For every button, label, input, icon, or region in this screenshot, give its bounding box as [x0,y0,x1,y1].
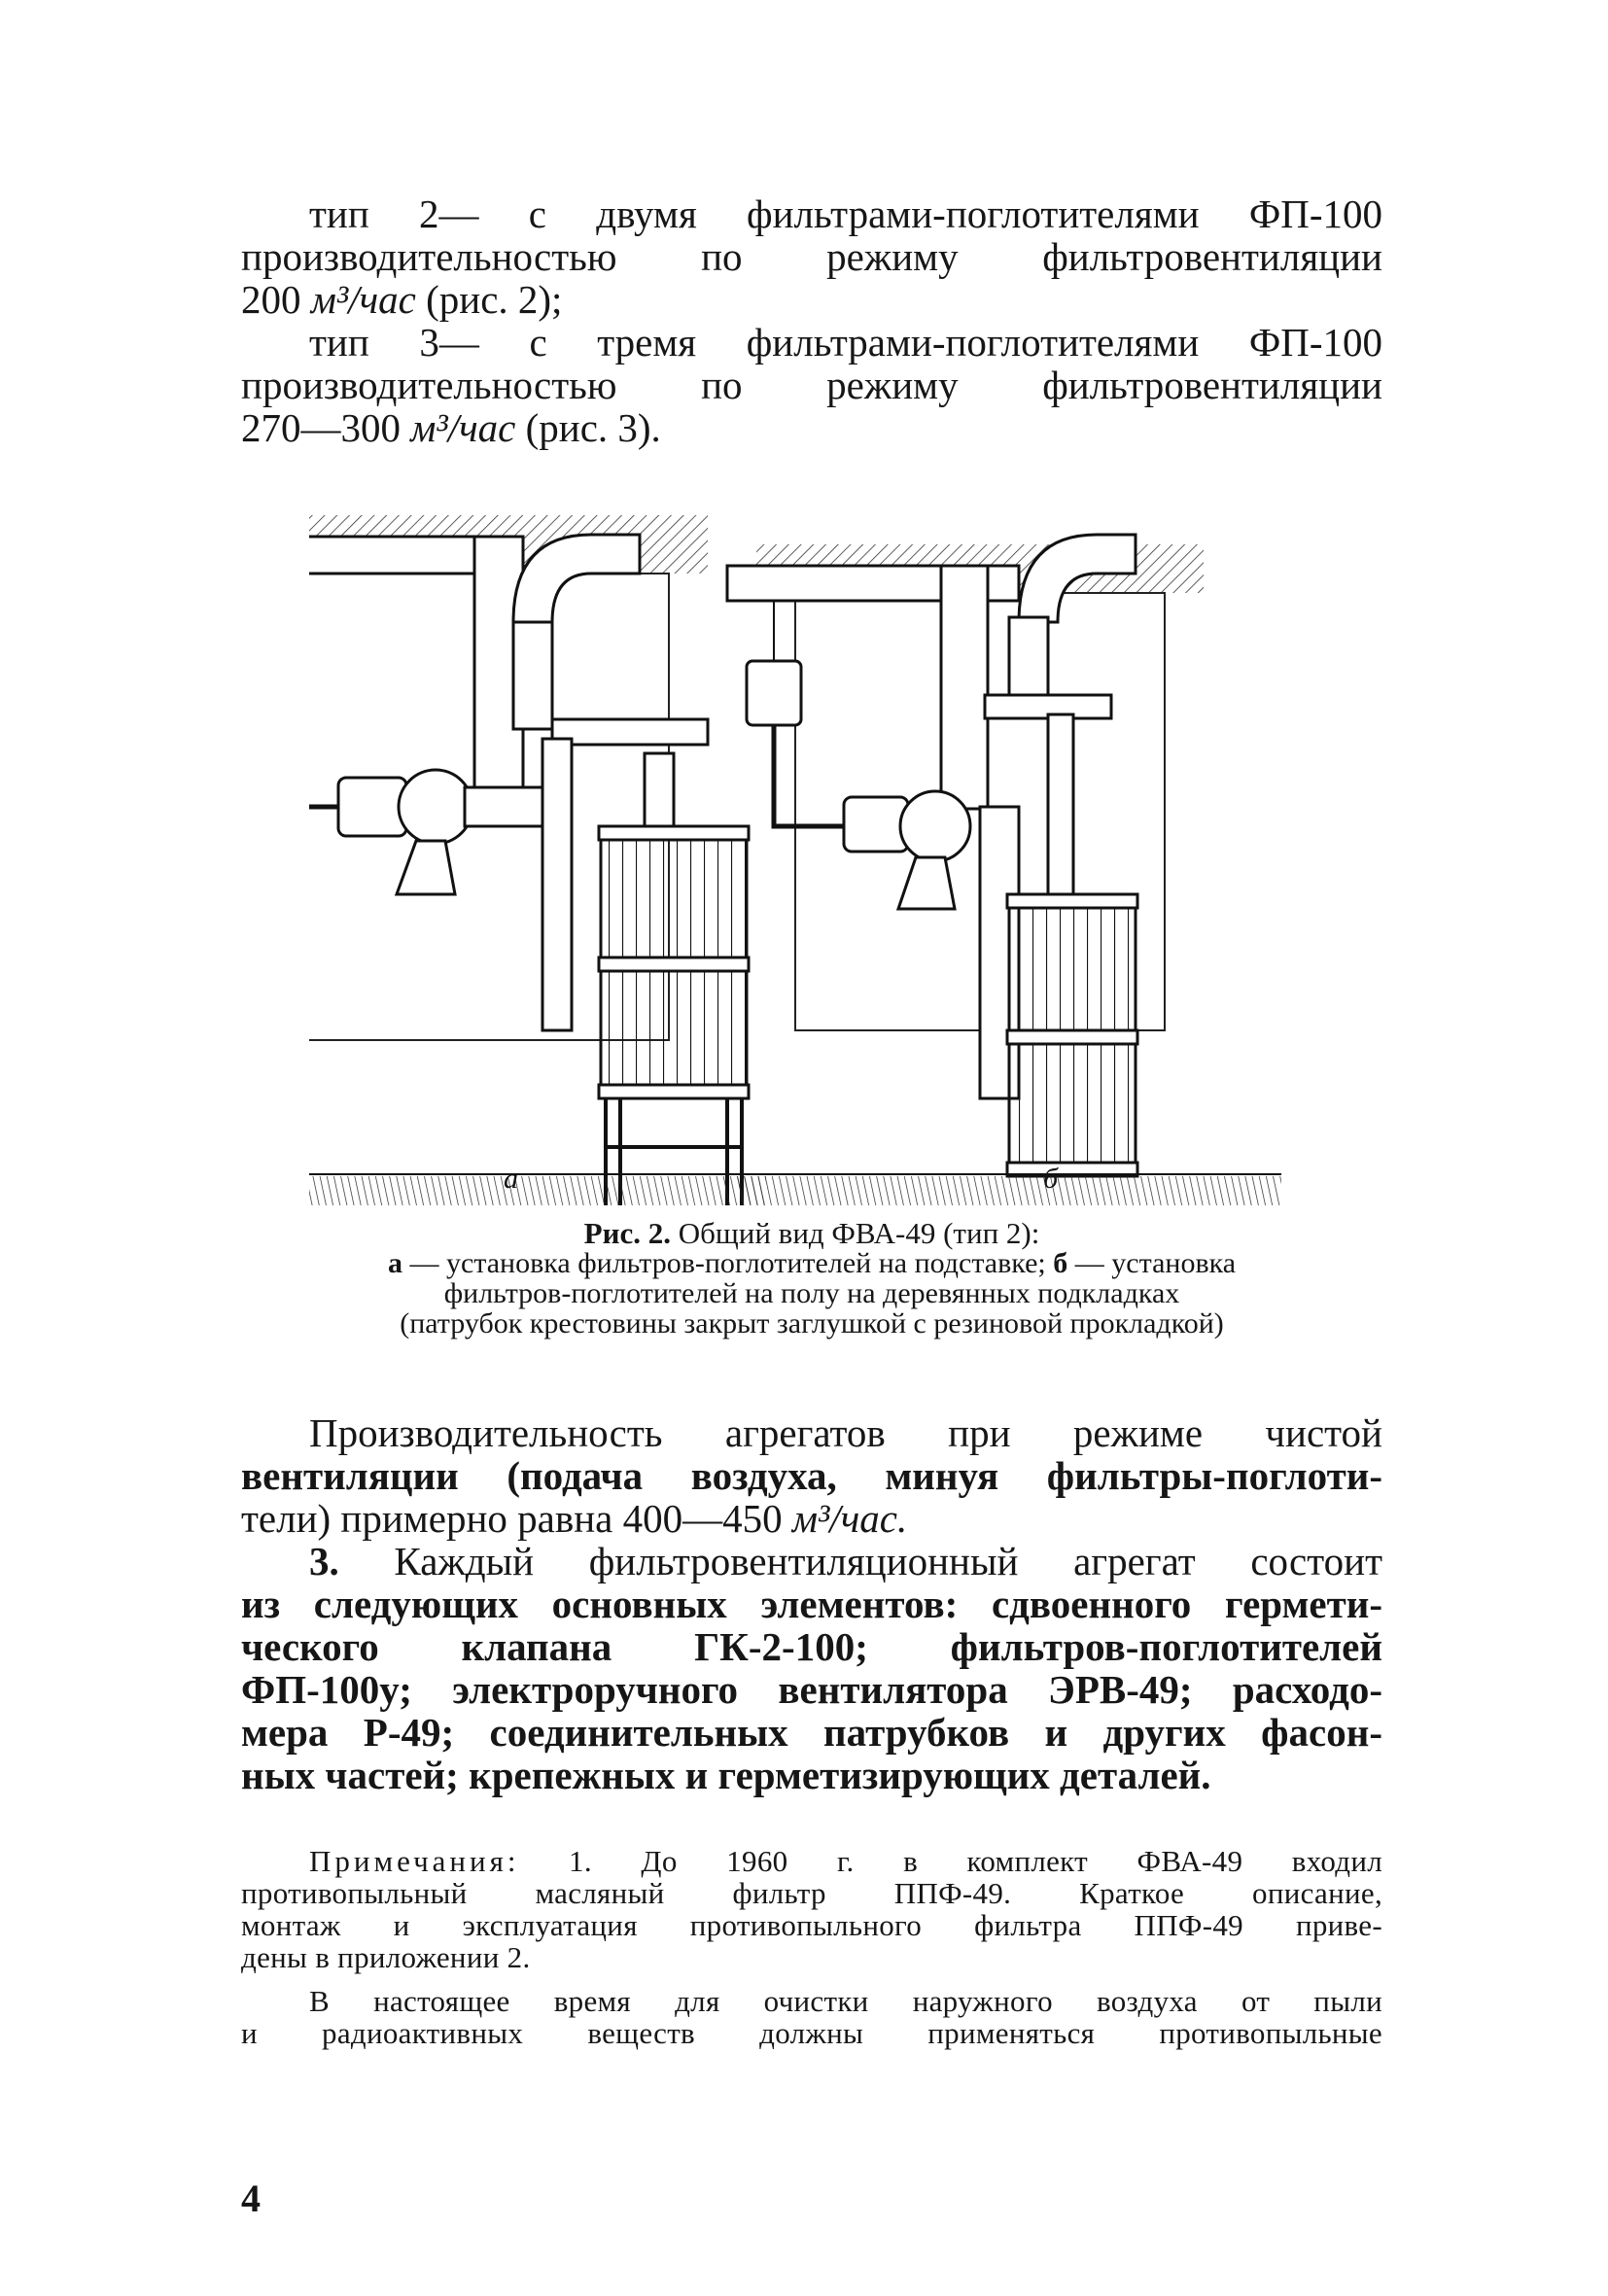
caption-title-prefix: Рис. 2. [583,1216,671,1250]
top-text [241,192,1382,449]
drawing-a [309,515,749,1205]
notes-line4: дены в приложении 2. [241,1940,531,1974]
notes-line1-text: 1. До 1960 г. в комплект ФВА-49 входил [519,1844,1382,1878]
caption-line2: фильтров-поглотителей на полу на деревянных подкладках [443,1277,1180,1309]
figure-drawing [309,505,1388,1205]
figure-label-a: а [504,1163,518,1195]
notes [241,1845,1382,2049]
filter-neck-a [645,753,674,826]
para1-line3 [241,1497,1382,1540]
notes-line2: противопыльный масляный фильтр ППФ-49. Краткое описание, [241,1876,1382,1910]
figure-label-b: б [1043,1163,1059,1195]
caption-line3: (патрубок крестовины закрыт заглушкой с резиновой прокладкой) [400,1307,1224,1339]
para1-unit: м³/час. [791,1496,908,1541]
page-number: 4 [241,2176,261,2220]
notes-line1 [241,1845,1382,1877]
para1-line2: вентиляции (подача воздуха, минуя фильтры-поглоти- [241,1453,1382,1498]
type2-unit: м³/час [310,277,416,322]
cross-pipe-a [552,719,708,745]
para2-line6: ных частей; крепежных и герметизирующих деталей. [241,1753,1211,1797]
para2-line1-text: Каждый фильтровентиляционный агрегат состоит [338,1539,1382,1583]
caption-title [241,1218,1382,1248]
type3-line3-start: 270—300 [241,405,411,450]
valve-b [747,661,801,725]
filter-neck-b [1048,714,1073,899]
para2-line1 [241,1540,1382,1583]
filter-rim3-a [599,1085,749,1098]
para2-line2: из следующих основных элементов: сдвоенного гермети- [241,1582,1382,1626]
fan-b [900,791,970,861]
fan-base-a [397,841,455,894]
notes-para2-line1: В настоящее время для очистки наружного воздуха от пыли [309,1984,1382,2018]
fan-a [399,770,472,844]
riser-a [513,622,552,729]
filter-rim2-a [599,957,749,971]
riser-b [1009,617,1048,695]
floor-a [309,1176,766,1205]
drawing-b [727,535,1204,1176]
vertical-duct-b [941,566,988,809]
para1-line1: Производительность агрегатов при режиме чистой [309,1410,1382,1455]
caption-part-b-key: б [1053,1247,1068,1279]
filter-rim1-b [1007,894,1137,908]
pipe-b [774,725,854,826]
motor-b [844,797,908,852]
motor-a [338,778,406,836]
down-pipe-a [542,739,572,1030]
floor-b [737,1176,1281,1205]
figure-fva49 [309,505,1388,1205]
para2-line4: ФП-100у; электроручного вентилятора ЭРВ-49; расходо- [241,1667,1382,1712]
para2-line3: ческого клапана ГК-2-100; фильтров-поглотителей [241,1624,1382,1669]
fan-base-b [898,857,955,909]
type3-line2: производительностью по режиму фильтровентиляции [241,363,1382,407]
notes-para2-line2: и радиоактивных веществ должны применяться противопыльные [241,2016,1382,2050]
body-text [241,1411,1382,1796]
type3-line1: тип 3— с тремя фильтрами-поглотителями ФП-100 [309,320,1382,365]
caption-part-a-text: — установка фильтров-поглотителей на подставке; [402,1247,1054,1279]
connector-a [465,787,542,826]
type2-line1: тип 2— с двумя фильтрами-поглотителями ФП-100 [309,191,1382,236]
caption-title-text: Общий вид ФВА-49 (тип 2): [670,1216,1040,1250]
notes-line3: монтаж и эксплуатация противопыльного фильтра ППФ-49 приве- [241,1908,1382,1942]
para2-number: 3. [309,1539,339,1583]
type3-line3 [241,406,1382,449]
type2-line3 [241,278,1382,321]
type2-line3-start: 200 [241,277,311,322]
filter-rim1-a [599,826,749,840]
figure-caption [241,1218,1382,1339]
type3-unit: м³/час [410,405,516,450]
type3-line3-end: (рис. 3). [515,405,661,450]
caption-part-a-key: а [387,1247,402,1279]
filter-rim2-b [1007,1030,1137,1044]
para2-line5: мера Р-49; соединительных патрубков и других фасон- [241,1710,1382,1755]
caption-line1 [241,1248,1382,1278]
type2-line2: производительностью по режиму фильтровентиляции [241,234,1382,279]
type2-line3-end: (рис. 2); [415,277,563,322]
notes-label: Примечания: [309,1844,520,1878]
para1-line3-start: тели) примерно равна 400—450 [241,1496,792,1541]
caption-part-b-text: — установка [1067,1247,1237,1279]
